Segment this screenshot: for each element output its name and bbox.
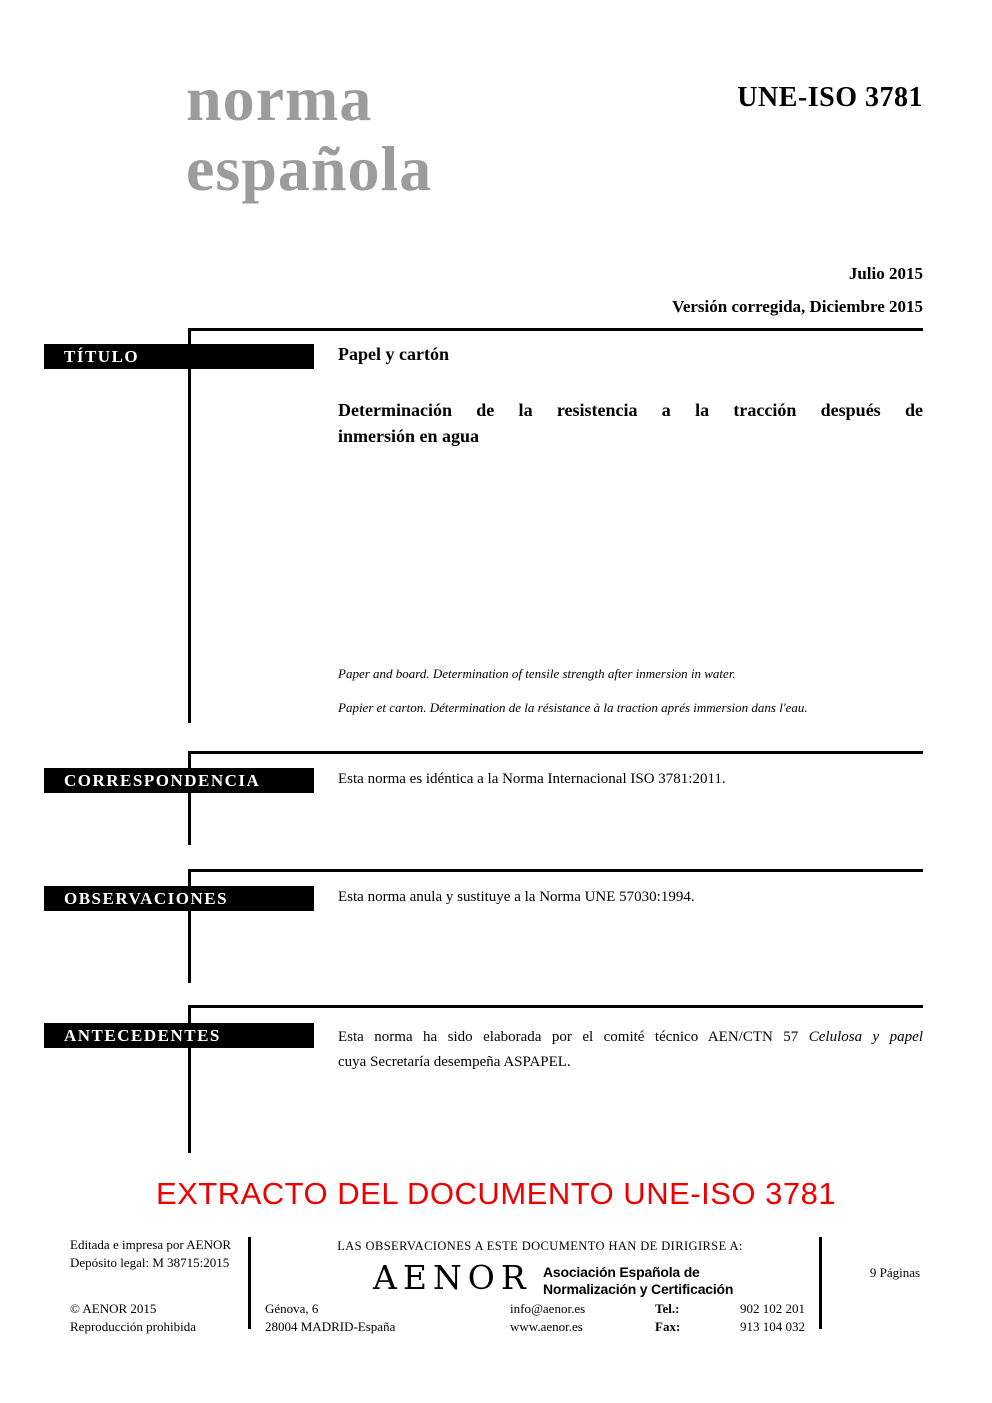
footer-fax-label: Fax: <box>655 1319 681 1334</box>
footer-copyright-line1: © AENOR 2015 <box>70 1301 157 1316</box>
antecedentes-label: ANTECEDENTES <box>44 1023 314 1048</box>
footer-tel-value: 902 102 201 <box>740 1301 805 1316</box>
footer-address-line1: Génova, 6 <box>265 1301 319 1316</box>
brand-line-norma: norma <box>186 63 373 134</box>
observaciones-body: Esta norma anula y sustituye a la Norma UNE 57030:1994. <box>338 889 695 905</box>
aenor-org-name <box>543 1264 733 1298</box>
antecedentes-line1-italic: Celulosa y papel <box>808 1029 923 1045</box>
publication-date: Julio 2015 <box>848 264 923 283</box>
page-count: 9 Páginas <box>869 1265 921 1280</box>
footer-copyright <box>70 1300 196 1336</box>
footer-tel-row <box>655 1300 805 1318</box>
footer-notice: LAS OBSERVACIONES A ESTE DOCUMENTO HAN DE DIRIGIRSE A: <box>337 1239 743 1253</box>
corrected-version-date: Versión corregida, Diciembre 2015 <box>672 297 923 316</box>
titulo-main-title <box>338 397 923 449</box>
titulo-subject: Papel y cartón <box>338 344 449 364</box>
aenor-logo: AENOR <box>373 1258 532 1297</box>
footer-phone-contact <box>655 1300 805 1336</box>
antecedentes-top-rule <box>188 1005 923 1008</box>
antecedentes-line2: cuya Secretaría desempeña ASPAPEL. <box>338 1054 571 1070</box>
titulo-english-translation: Paper and board. Determination of tensile strength after inmersion in water. <box>338 666 736 681</box>
titulo-main-title-line2: inmersión en agua <box>338 426 480 446</box>
correspondencia-vertical-rule <box>188 751 191 845</box>
footer-tel-label: Tel.: <box>655 1301 680 1316</box>
footer-website: www.aenor.es <box>510 1319 583 1334</box>
correspondencia-body: Esta norma es idéntica a la Norma Internacional ISO 3781:2011. <box>338 771 726 787</box>
observaciones-top-rule <box>188 869 923 872</box>
footer-imprint-line2: Depósito legal: M 38715:2015 <box>70 1255 230 1270</box>
footer-fax-row <box>655 1318 805 1336</box>
correspondencia-top-rule <box>188 751 923 754</box>
footer-imprint-line1: Editada e impresa por AENOR <box>70 1237 232 1252</box>
titulo-top-rule <box>188 328 923 331</box>
footer-web-contact <box>510 1300 585 1336</box>
footer-imprint <box>70 1236 231 1272</box>
footer-fax-value: 913 104 032 <box>740 1319 805 1334</box>
brand-line-espanola: española <box>186 133 433 204</box>
aenor-org-line2: Normalización y Certificación <box>543 1281 734 1297</box>
titulo-label: TÍTULO <box>44 344 314 369</box>
antecedentes-line1 <box>338 1025 923 1050</box>
antecedentes-line1-regular: Esta norma ha sido elaborada por el comité técnico AEN/CTN 57 <box>338 1029 799 1045</box>
titulo-vertical-rule <box>188 328 191 723</box>
titulo-french-translation: Papier et carton. Détermination de la résistance à la traction aprés immersion dans l'eau. <box>338 700 808 715</box>
footer-divider-left <box>248 1237 251 1329</box>
titulo-main-title-line1: Determinación de la resistencia a la tracción después de <box>338 400 923 420</box>
footer-address <box>265 1300 395 1336</box>
correspondencia-label: CORRESPONDENCIA <box>44 768 314 793</box>
extract-banner: EXTRACTO DEL DOCUMENTO UNE-ISO 3781 <box>155 1176 837 1211</box>
antecedentes-body <box>338 1025 923 1075</box>
footer-address-line2: 28004 MADRID-España <box>265 1319 396 1334</box>
brand-wordmark <box>186 64 432 204</box>
doc-code: UNE-ISO 3781 <box>737 82 923 113</box>
footer-email: info@aenor.es <box>510 1301 586 1316</box>
observaciones-label: OBSERVACIONES <box>44 886 314 911</box>
aenor-org-line1: Asociación Española de <box>543 1264 700 1280</box>
footer-copyright-line2: Reproducción prohibida <box>70 1319 196 1334</box>
